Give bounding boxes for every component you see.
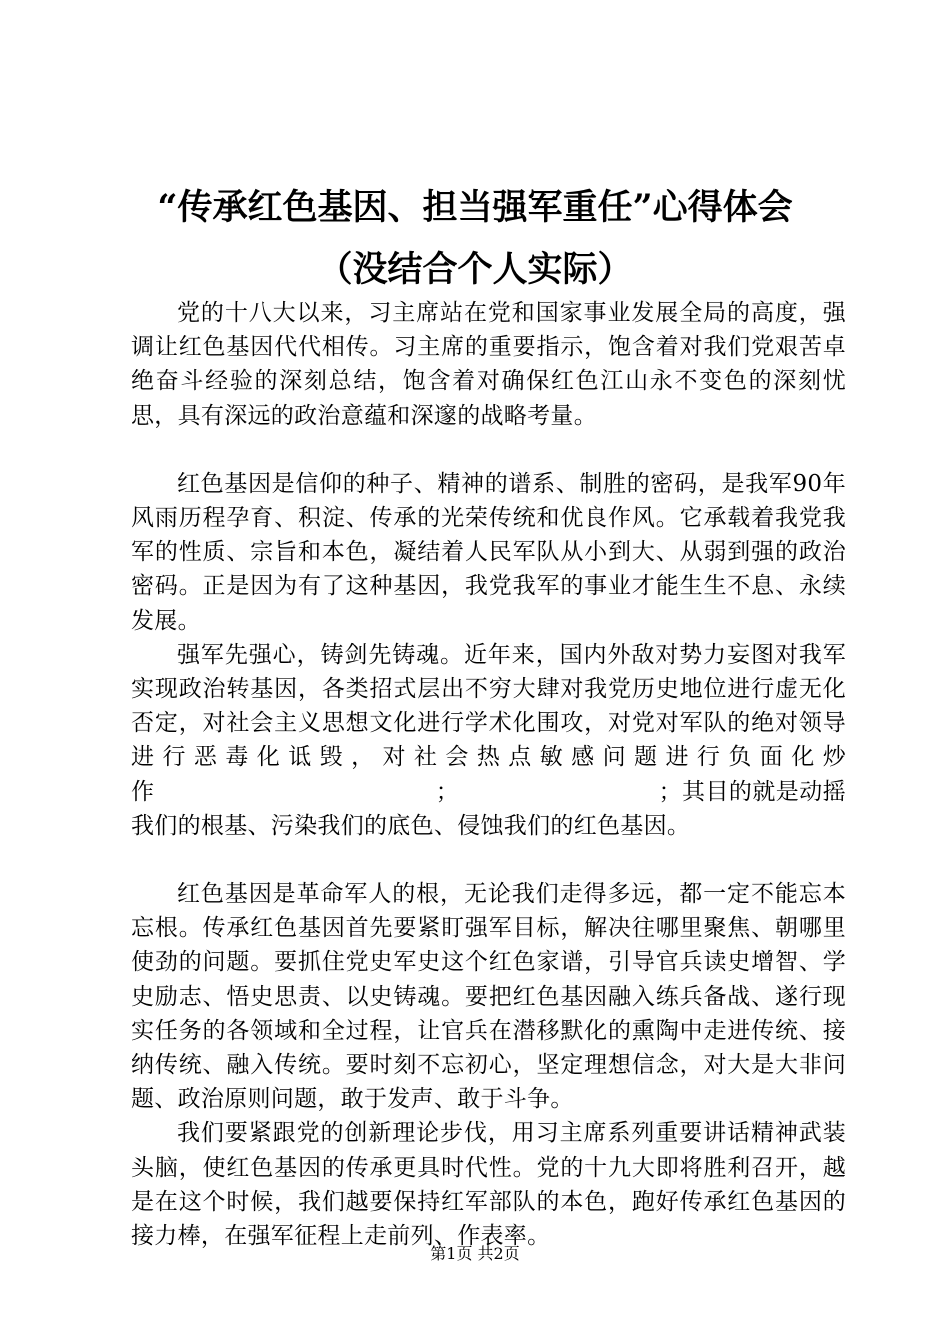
- document-title: “传承红色基因、担当强军重任”心得体会: [157, 187, 793, 228]
- paragraph-3: 强军先强心，铸剑先铸魂。近年来，国内外敌对势力妄图对我军实现政治转基因，各类招式层出不穷大肆对我党历史地位进行虚无化否定，对社会主义思想文化进行学术化围攻，对党对军队的绝对领导进行恶毒化诋毁，对社会热点敏感问题进行负面化炒作 ； ；其目的就是动摇我们的根基、污染我们的底色、侵蚀我们的红色基因。: [131, 641, 846, 839]
- page-number: 第1页 共2页: [430, 1244, 520, 1263]
- page-footer: [0, 1244, 950, 1264]
- paragraph-gap: [131, 433, 846, 467]
- paragraph-5: 我们要紧跟党的创新理论步伐，用习主席系列重要讲话精神武装头脑，使红色基因的传承更具时代性。党的十九大即将胜利召开，越是在这个时候，我们越要保持红军部队的本色，跑好传承红色基因的接力棒，在强军征程上走前列、作表率。: [131, 1120, 846, 1250]
- document-subtitle: （没结合个人实际）: [317, 249, 633, 290]
- paragraph-gap: [131, 843, 846, 877]
- paragraph-4: 红色基因是革命军人的根，无论我们走得多远，都一定不能忘本忘根。传承红色基因首先要紧盯强军目标，解决往哪里聚焦、朝哪里使劲的问题。要抓住党史军史这个红色家谱，引导官兵读史增智、学史励志、悟史思责、以史铸魂。要把红色基因融入练兵备战、遂行现实任务的各领域和全过程，让官兵在潜移默化的熏陶中走进传统、接纳传统、融入传统。要时刻不忘初心，坚定理想信念，对大是大非问题、政治原则问题，敢于发声、敢于斗争。: [131, 881, 846, 1113]
- paragraph-1: 党的十八大以来，习主席站在党和国家事业发展全局的高度，强调让红色基因代代相传。习主席的重要指示，饱含着对我们党艰苦卓绝奋斗经验的深刻总结，饱含着对确保红色江山永不变色的深刻忧思，具有深远的政治意蕴和深邃的战略考量。: [131, 300, 846, 429]
- paragraph-2: 红色基因是信仰的种子、精神的谱系、制胜的密码，是我军90年风雨历程孕育、积淀、传承的光荣传统和优良作风。它承载着我党我军的性质、宗旨和本色，凝结着人民军队从小到大、从弱到强的政治密码。正是因为有了这种基因，我党我军的事业才能生生不息、永续发展。: [131, 470, 846, 634]
- document-body: [131, 296, 846, 1253]
